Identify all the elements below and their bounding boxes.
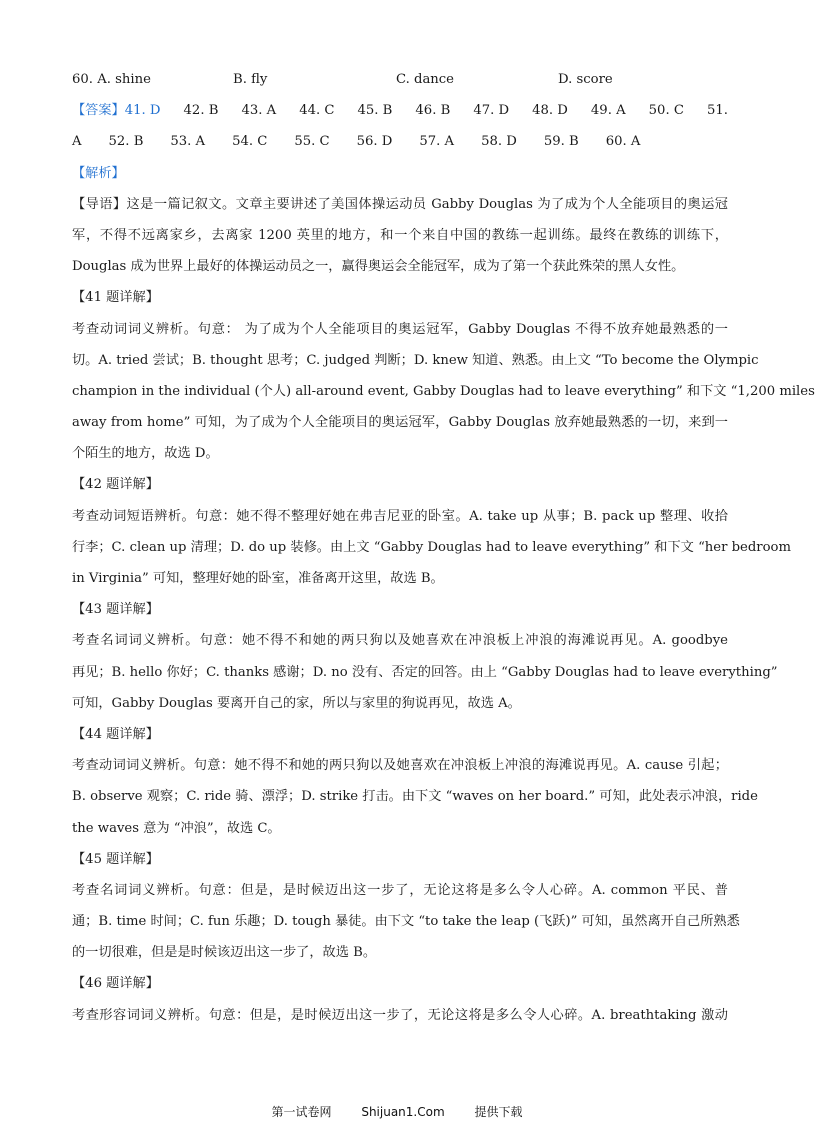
question-60-options [72,64,728,95]
answers-label: 【答案】41. D [72,103,161,119]
answer-item: 46. B [415,103,451,119]
footer-note: 提供下载 [474,1105,523,1119]
section-heading: 【46 题详解】 [72,976,159,992]
answer-item: 51. [706,103,728,119]
answer-item: 47. D [473,103,510,119]
text-line: 【导语】这是一篇记叙文。文章主要讲述了美国体操运动员 Gabby Douglas 为了成为个人全能项目的奥运冠 [72,196,728,212]
text-line: 的一切很难，但是是时候该迈出这一步了，故选 B。 [72,945,377,961]
answer-item: 44. C [299,103,335,119]
document-body [72,64,815,1031]
page-footer [0,1103,794,1120]
answer-item: 57. A [419,134,455,150]
answer-item: 54. C [232,134,268,150]
text-line: 军，不得不远离家乡，去离家 1200 英里的地方，和一个来自中国的教练一起训练。最终在教练的训练下， [72,227,728,243]
text-line: 个陌生的地方，故选 D。 [72,446,219,462]
answer-item: 52. B [108,134,144,150]
section-heading: 【42 题详解】 [72,477,159,493]
answer-item: A [72,134,82,150]
section-heading: 【45 题详解】 [72,851,159,867]
answer-item: 59. B [543,134,579,150]
section-heading: 【41 题详解】 [72,290,159,306]
text-line: B. observe 观察；C. ride 骑、漂浮；D. strike 打击。由下文 “waves on her board.” 可知，此处表示冲浪，ride [72,789,758,805]
footer-site-en[interactable]: Shijuan1.Com [361,1105,445,1119]
text-line: champion in the individual (个人) all-around event, Gabby Douglas had to leave everything” 和下文 “1,200 miles [72,383,815,399]
text-line: 考查形容词词义辨析。句意：但是，是时候迈出这一步了，无论这将是多么令人心碎。A. breathtaking 激动 [72,1007,728,1023]
answer-item: 53. A [170,134,206,150]
text-line: 考查动词词义辨析。句意： 为了成为个人全能项目的奥运冠军，Gabby Douglas 不得不放弃她最熟悉的一 [72,321,728,337]
answer-item: 60. A [605,134,641,150]
text-line: 通；B. time 时间；C. fun 乐趣；D. tough 暴徒。由下文 “to take the leap (飞跃)” 可知，虽然离开自己所熟悉 [72,914,740,930]
text-line: 切。A. tried 尝试；B. thought 思考；C. judged 判断；D. knew 知道、熟悉。由上文 “To become the Olympic [72,352,759,368]
text-line: Douglas 成为世界上最好的体操运动员之一，赢得奥运会全能冠军，成为了第一个获此殊荣的黑人女性。 [72,259,685,275]
q60-option-d: D. score [558,72,613,87]
answer-item: 45. B [357,103,393,119]
text-line: 可知，Gabby Douglas 要离开自己的家，所以与家里的狗说再见，故选 A。 [72,695,521,711]
answer-item: 58. D [481,134,517,150]
text-line: 考查动词词义辨析。句意：她不得不和她的两只狗以及她喜欢在冲浪板上冲浪的海滩说再见。A. cause 引起； [72,758,728,774]
q60-option-b: B. fly [233,72,268,87]
answer-item: 42. B [183,103,219,119]
text-line: in Virginia” 可知，整理好她的卧室，准备离开这里，故选 B。 [72,571,444,587]
text-line: the waves 意为 “冲浪”，故选 C。 [72,820,281,836]
analysis-label: 【解析】 [72,165,125,181]
text-line: 考查名词词义辨析。句意：但是，是时候迈出这一步了，无论这将是多么令人心碎。A. common 平民、普 [72,882,728,898]
text-line: 考查名词词义辨析。句意：她不得不和她的两只狗以及她喜欢在冲浪板上冲浪的海滩说再见。A. goodbye [72,633,728,649]
answer-item: 49. A [590,103,626,119]
answers-row-2 [72,126,728,157]
answer-item: 50. C [648,103,684,119]
answer-item: 48. D [532,103,568,119]
footer-site-cn[interactable]: 第一试卷网 [271,1105,332,1119]
text-line: away from home” 可知，为了成为个人全能项目的奥运冠军，Gabby Douglas 放弃她最熟悉的一切，来到一 [72,415,728,431]
answer-item: 55. C [294,134,330,150]
answers-row-1 [72,95,728,126]
section-heading: 【43 题详解】 [72,602,159,618]
text-line: 考查动词短语辨析。句意：她不得不整理好她在弗吉尼亚的卧室。A. take up 从事；B. pack up 整理、收拾 [72,508,728,524]
q60-option-a: 60. A. shine [72,72,151,87]
q60-option-c: C. dance [396,72,454,87]
answer-item: 43. A [241,103,277,119]
text-line: 行李；C. clean up 清理；D. do up 装修。由上文 “Gabby Douglas had to leave everything” 和下文 “her bedroom [72,539,791,555]
answer-item: 56. D [356,134,393,150]
text-line: 再见；B. hello 你好；C. thanks 感谢；D. no 没有、否定的回答。由上 “Gabby Douglas had to leave everything” [72,664,778,680]
section-heading: 【44 题详解】 [72,726,159,742]
